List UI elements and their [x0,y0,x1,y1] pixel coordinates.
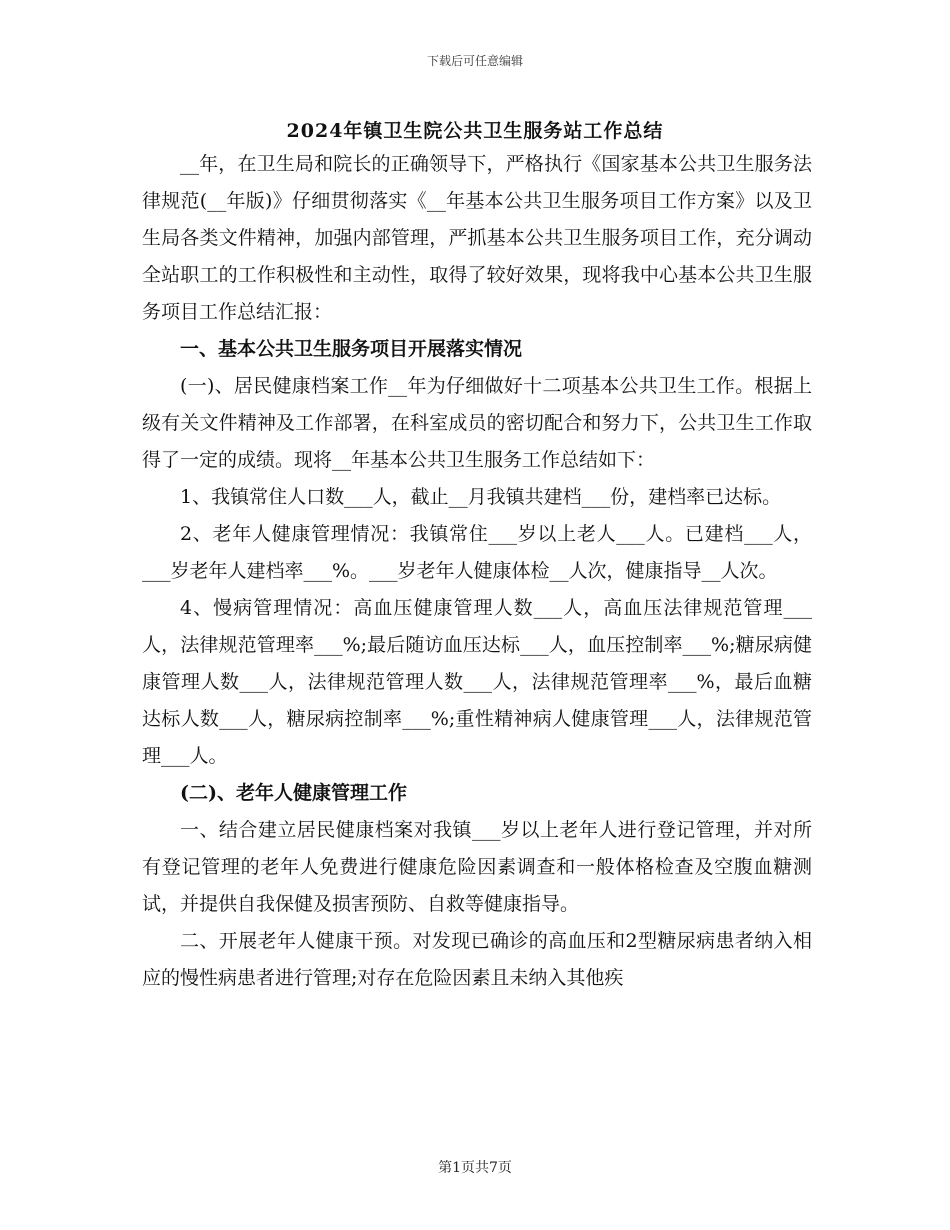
paragraph-elderly-1: 一、结合建立居民健康档案对我镇___岁以上老年人进行登记管理，并对所有登记管理的老年人免费进行健康危险因素调查和一般体格检查及空腹血糖测试，并提供自我保健及损害预防、自救等健康指导。 [142,819,812,915]
section-heading-2: (二)、老年人健康管理工作 [180,782,407,804]
paragraph-item-4: 4、慢病管理情况：高血压健康管理人数___人，高血压法律规范管理___人，法律规范管理率___%;最后随访血压达标___人，血压控制率___%;糖尿病健康管理人数___人，法律规范管理人数___人，法律规范管理率___%，最后血糖达标人数___人，糖尿病控制率___%;重性精神病人健康管理___人，法律规范管理___人。 [142,597,812,767]
paragraph-health-records: (一)、居民健康档案工作__年为仔细做好十二项基本公共卫生工作。根据上级有关文件精神及工作部署，在科室成员的密切配合和努力下，公共卫生工作取得了一定的成绩。现将__年基本公共卫生服务工作总结如下： [142,375,812,471]
document-title: 2024年镇卫生院公共卫生服务站工作总结 [286,120,664,142]
paragraph-item-2: 2、老年人健康管理情况：我镇常住___岁以上老人___人。已建档___人，___岁老年人建档率___%。___岁老年人健康体检__人次，健康指导__人次。 [142,523,812,582]
section-heading-1: 一、基本公共卫生服务项目开展落实情况 [180,338,523,360]
paragraph-item-1: 1、我镇常住人口数___人，截止__月我镇共建档___份，建档率已达标。 [180,486,782,508]
page-footer: 第1页共7页 [438,1160,512,1176]
intro-paragraph: __年，在卫生局和院长的正确领导下，严格执行《国家基本公共卫生服务法律规范(__年版)》仔细贯彻落实《__年基本公共卫生服务项目工作方案》以及卫生局各类文件精神，加强内部管理，严抓基本公共卫生服务项目工作，充分调动全站职工的工作积极性和主动性，取得了较好效果，现将我中心基本公共卫生服务项目工作总结汇报： [142,153,812,323]
document-body [142,146,812,997]
paragraph-elderly-2: 二、开展老年人健康干预。对发现已确诊的高血压和2型糖尿病患者纳入相应的慢性病患者进行管理;对存在危险因素且未纳入其他疾 [142,930,812,989]
header-note: 下载后可任意编辑 [426,54,523,68]
